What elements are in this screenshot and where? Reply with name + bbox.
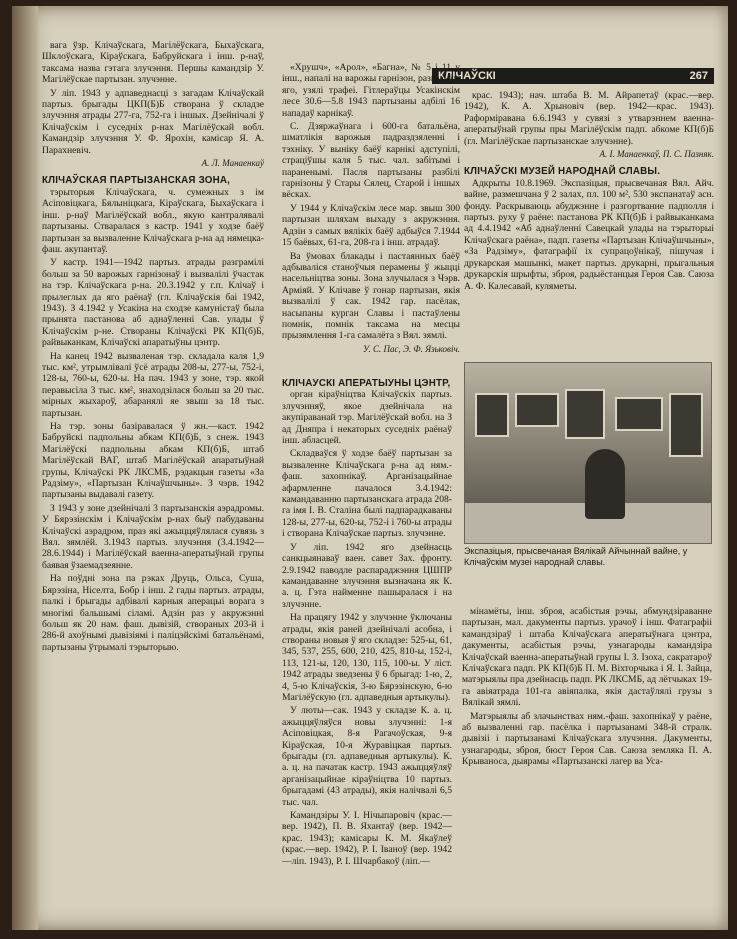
article-author: А. І. Манаенкаў, П. С. Пазняк. [599,149,714,160]
column-2-bottom [282,378,452,928]
article-text: У ліп. 1943 у адпаведнасці з загадам Клічаўскай партыз. брыгады ЦКП(Б)Б створана ў складзе злучэння атрады 277-га, 752-га і іншых. Дзейнічалі ў Клічаўскім і суседніх р-нах Магілёўскай вобл. Камандзір злучэння У. Ф. Ярохін, камісар Я. А. Парахневіч. [42,87,264,156]
photo-frame [475,393,509,437]
article-text: На канец 1942 вызваленая тэр. складала каля 1,9 тыс. км², утрымлівалі ўсё атрады 208-ы, 277-ы, 752-і, 128-ы, 760-ы, 620-ы. На пач. 1943 у зоне, тэр. якой перавысіла 3 тыс. км², знаходзілася больш за 20 тыс. мірных жыхароў, абаранялі яе звыш за 18 тыс. партызан. [42,350,264,419]
article-text: На працягу 1942 у злучэнне ўключаны атрады, якія раней дзейнічалі асобна, і створаны новыя ў яго складзе: 525-ы, 61, 345, 537, 255, 600, 210, 425, 810-ы, 152-і, 113, 121-ы, 120, 130, 115, 100-ы. У ліст. 1942 атрады зведзены ў 6 брыгад: 1-ю, 2, 4, 5-ю Клічаўскія, 3-ю Бярэзінскую, 6-ю Магілёўскую (гл. адпаведныя артыкулы). [282,612,452,703]
article-text: З 1943 у зоне дзейнічалі 3 партызанскія аэрадромы. У Бярэзінскім і Клічаўскім р-нах быў пабудаваны Клічаўскі аэрадром, праз які ажыццяўлялася сувязь з Вял. зямлёй. 3.1943 партыз. злучэння (3.4.1942—28.6.1944) і Магілёўскай ваенна-аператыўнай групы баявая ўзаемадзеянне. [42,502,264,571]
column-3-top [464,90,714,358]
article-text: тэрыторыя Клічаўскага, ч. сумежных з ім Асіповіцкага, Бялыніцкага, Кіраўскага, Быхаўскага і інш. р-наў Магілёўскай вобл., якую кантралявалі партызаны. Стваралася з кастр. 1941 у ходзе баёў партызан за вызваленне Клічаўскага р-на ад нямецка-фаш. акупантаў. [42,186,264,255]
article-headword: КЛІЧАЎСКАЯ ПАРТЫЗАНСКАЯ ЗОНА, [42,175,231,187]
article-text: мінамёты, інш. зброя, асабістыя рэчы, абмундзіраванне партызан, мал. дакументы партыз. урачоў і інш. Фатаграфіі камандзіраў і штаба Клічаўскага аператыўнага цэнтра, дакументы, асабістыя рэчы, узнагароды камандзіра Клічаўскай ваенна-аператыўнай групы І. З. Ізоха, сакратароў Клічаўскага падп. РК КП(б)Б П. М. Віхторчыка і Я. І. Зайца, матэрыялы пра дзейнасць падп. РК ЛКСМБ, ад лётчыках 19-га авіяатрада 101-га авіяпалка, якія дастаўлялі грузы з Вялікай зямлі. [462,606,712,709]
article-text: Камандзіры У. І. Нічыпаровіч (крас.—вер. 1942), П. В. Яхантаў (вер. 1942—крас. 1943); камісары К. М. Якаўлеў (крас.—вер. 1942), Р. І. Іваноў (вер. 1942—ліп. 1943), Р. І. Шчарбакоў (ліп.— [282,810,452,867]
article-text: «Хрушч», «Арол», «Багна», № 5 і 11 у інш., напалі на варожы гарнізон, разграмілі яго, узялі трафеі. Гітлераўцы Усакінскім лесе 30.6—5.8 1943 партызаны адбілі 16 нападаў карнікаў. [282,62,460,119]
museum-photo [464,362,712,544]
article-text: У ліп. 1942 яго дзейнасць санкцыянаваў ваен. савет Зах. фронту. 2.9.1942 паводле распараджэння ЦШПР камандаванне злучэння вызначана як К. а. ц. Гэта найменне пашыралася і на злучэнне. [282,541,452,610]
article-text: На тэр. зоны базіравалася ў жн.—каст. 1942 Бабруйскі падпольны абкам КП(б)Б, з снеж. 1943 Магілёўскі падпольны абкам КП(б)Б, штаб Магілёўскай ВАГ, штаб Магілёўскай апаратыўнай групы, Клічаўскі РК ЛКСМБ, рэдакцыя газеты «За Радзіму», «Партызан Клічаўшчыны». З чэрв. 1942 партызаны выдавалі газету. [42,421,264,501]
page-number: 267 [689,70,708,82]
article-text: С. Дзяржаўнага і 600-га батальёна, шматлікія варожыя падраздзяленні і тэхніку. У выніку баёў карнікі адступілі, страціўшы каля 5 тыс. чал. забітымі і параненымі. Пасля партызаны разбілі гарнізоны ў Стары Сялец, Старой і іншых вёсках. [282,121,460,201]
article-headword: КЛІЧАЎСКІ АПЕРАТЫЎНЫ ЦЭНТР, [282,378,451,389]
column-3-bottom [462,606,712,928]
article-text: Адкрыты 10.8.1969. Экспазіцыя, прысвечаная Вял. Айч. вайне, размешчана ў 2 залах, пл. 100 м², 530 экспанатаў асн. фонду. Раскрываюць абуджэнне і разгортванне падполля і партыз. руху ў раёне: пастанова РК КП(б)Б і райвыканкама ад 4.4.1942 «Аб аднаўленні Савецкай улады на тэрыторыі Клічаўскага раёна», падп. газеты «Партызан Клічаўшчыны», «За Радзіму», фатаграфії іх супрацоўнікаў, пішучая і друкарская машынкі, макет партыз. друкарні, прыгальныя друкарскія шрыфты, зброя, радыёстанцыя Героя Сав. Саюза А. Ф. Калесавай, куляметы. [464,177,714,292]
article-text: На поўдні зона па рэках Друць, Ольса, Суша, Бярэзіна, Ніселта, Бобр і інш. 2 гады партыз. атрады, палкі і брыгады адбівалі карныя аперацыі ворага з многімі бальшымі сіламі. Адзін раз у акружэнні больш як 20 нам. фаш. дывізій, створаных 203-й і 286-й ахоўнымі дывізіямі і паліцэйскімі батальёнамі, партызаны ўтрымалі тэрыторыю. [42,573,264,653]
photo-caption: Экспазіцыя, прысвечаная Вялікай Айчыннай вайне, у Клічаўскім музеі народнай славы. [464,546,688,567]
photo-frame [565,389,605,439]
article-text: орган кіраўніцтва Клічаўскіх партыз. злучэнняў, якое дзейнічала на акупіраванай тэр. Магілёўскай вобл. на З ад Дняпра і некаторых суседніх раёнаў інш. абласцей. [282,389,452,447]
running-head-title: КЛІЧАЎСКІ [438,70,496,82]
article-headword: КЛІЧАЎСКІ МУЗЕЙ НАРОДНАЙ СЛАВЫ. [464,166,661,178]
article-author: У. С. Пас, Э. Ф. Язьковіч. [363,343,460,354]
page-gutter-shadow [12,6,38,930]
column-1 [42,40,264,928]
article-text: У 1944 у Клічаўскім лесе мар. звыш 300 партызан шляхам выхаду з акружэння. Адзін з самых вялікіх баёў адбыўся 7.1944 15 баёвых, 61-га, 208-га і інш. атрадаў. [282,202,460,249]
article-text: вага ўзр. Клічаўскага, Магілёўскага, Быхаўскага, Шклоўскага, Кіраўскага, Бабруйскага і інш. р-наў, таксама назва гэтага злучэння. Першы камандзір У. Магілёўскае партызан. злучэнне. [42,40,264,86]
photo-frame [615,397,663,431]
article-text: У кастр. 1941—1942 партыз. атрады разграмілі больш за 50 варожых гарнізонаў і вызвалілі ўчастак на тэр. Клічаўскага р-на. 20.3.1942 у г.п. Клічаў і прылеглых да яго раёнаў (гл. Клічаўскія баі 1942, 1943). З 4.1942 у Усакіна на сходзе камуністаў была прынята пастанова аб аднаўленні Сав. улады ў Клічаўскім р-не. Створаны Клічаўскі РК КП(б)Б, райвыканкам, Клічаўскі апаратыўны цэнтр. [42,257,264,349]
column-2-top [282,62,460,372]
photo-frame [515,393,559,427]
article-text: Ва ўмовах блакады і пастаянных баёў адбываліся станоўчыя перамены ў жыцці насельніцтва зоны. Зона злучылася з Чэрв. Арміяй. У Клічаве ў гонар партызан, якія вызвалілі ў сак. 1942 гар. пасёлак, насыпаны курган Славы і пастаўлены помнік, помнік таксама на месцы прызямлення 1-га самалёта з Вял. зямлі. [282,250,460,342]
article-text: У люты—сак. 1943 у складзе К. а. ц. ажыццяўляўся новы злучэнні: 1-я Асіповіцкая, 8-я Рагачоўская, 9-я Кіраўская, 10-я Журавіцкая партыз. брыгады (гл. адпаведныя артыкулы). К. а. ц. на пачатак кастр. 1943 ажыццяўляў арганізацыйнае кіраўніцтва 10 партыз. брыгадамі (43 атрады), якія налічвалі 6,5 тыс. чал. [282,705,452,808]
article-text: крас. 1943); нач. штаба В. М. Айрапетаў (крас.—вер. 1942), К. А. Хрыновіч (вер. 1942—крас. 1943). Раформіравана 6.6.1943 у сувязі з утварэннем ваенна-аператыўнай групы пры Магілёўскім падп. абкоме КП(б)Б (гл. Магілёўскае партызанскае злучэнне). [464,90,714,147]
article-text: Складваўся ў ходзе баёў партызан за вызваленне Клічаўскага р-на ад ням.-фаш. захопнікаў. Арганізацыйнае афармленне пачалося 3.4.1942: камандаванню партызанскага атрада 208-га імя І. В. Сталіна былі падпарадкаваны 128-ы, 277-ы, 620-ы, 752-і і 760-ы атрады і створана Клічаўскае партыз. злучэнне. [282,448,452,540]
article-text: Матэрыялы аб злачынствах ням.-фаш. захопнікаў у раёне, аб вызваленні гар. пасёлка і партызанамі 348-й стралк. дывізіі і партызанамі Клічаўскага злучэння. Дакументы, узнагароды, зброя, бюст Героя Сав. Саюза земляка П. А. Крываноса, дыярамы «Партызанскі лагер ва Уса- [462,710,712,768]
running-head [432,68,714,84]
book-page [12,6,728,930]
article-author: А. Л. Манаенкаў [201,158,264,169]
photo-bust [585,449,625,519]
photo-frame [669,393,703,457]
